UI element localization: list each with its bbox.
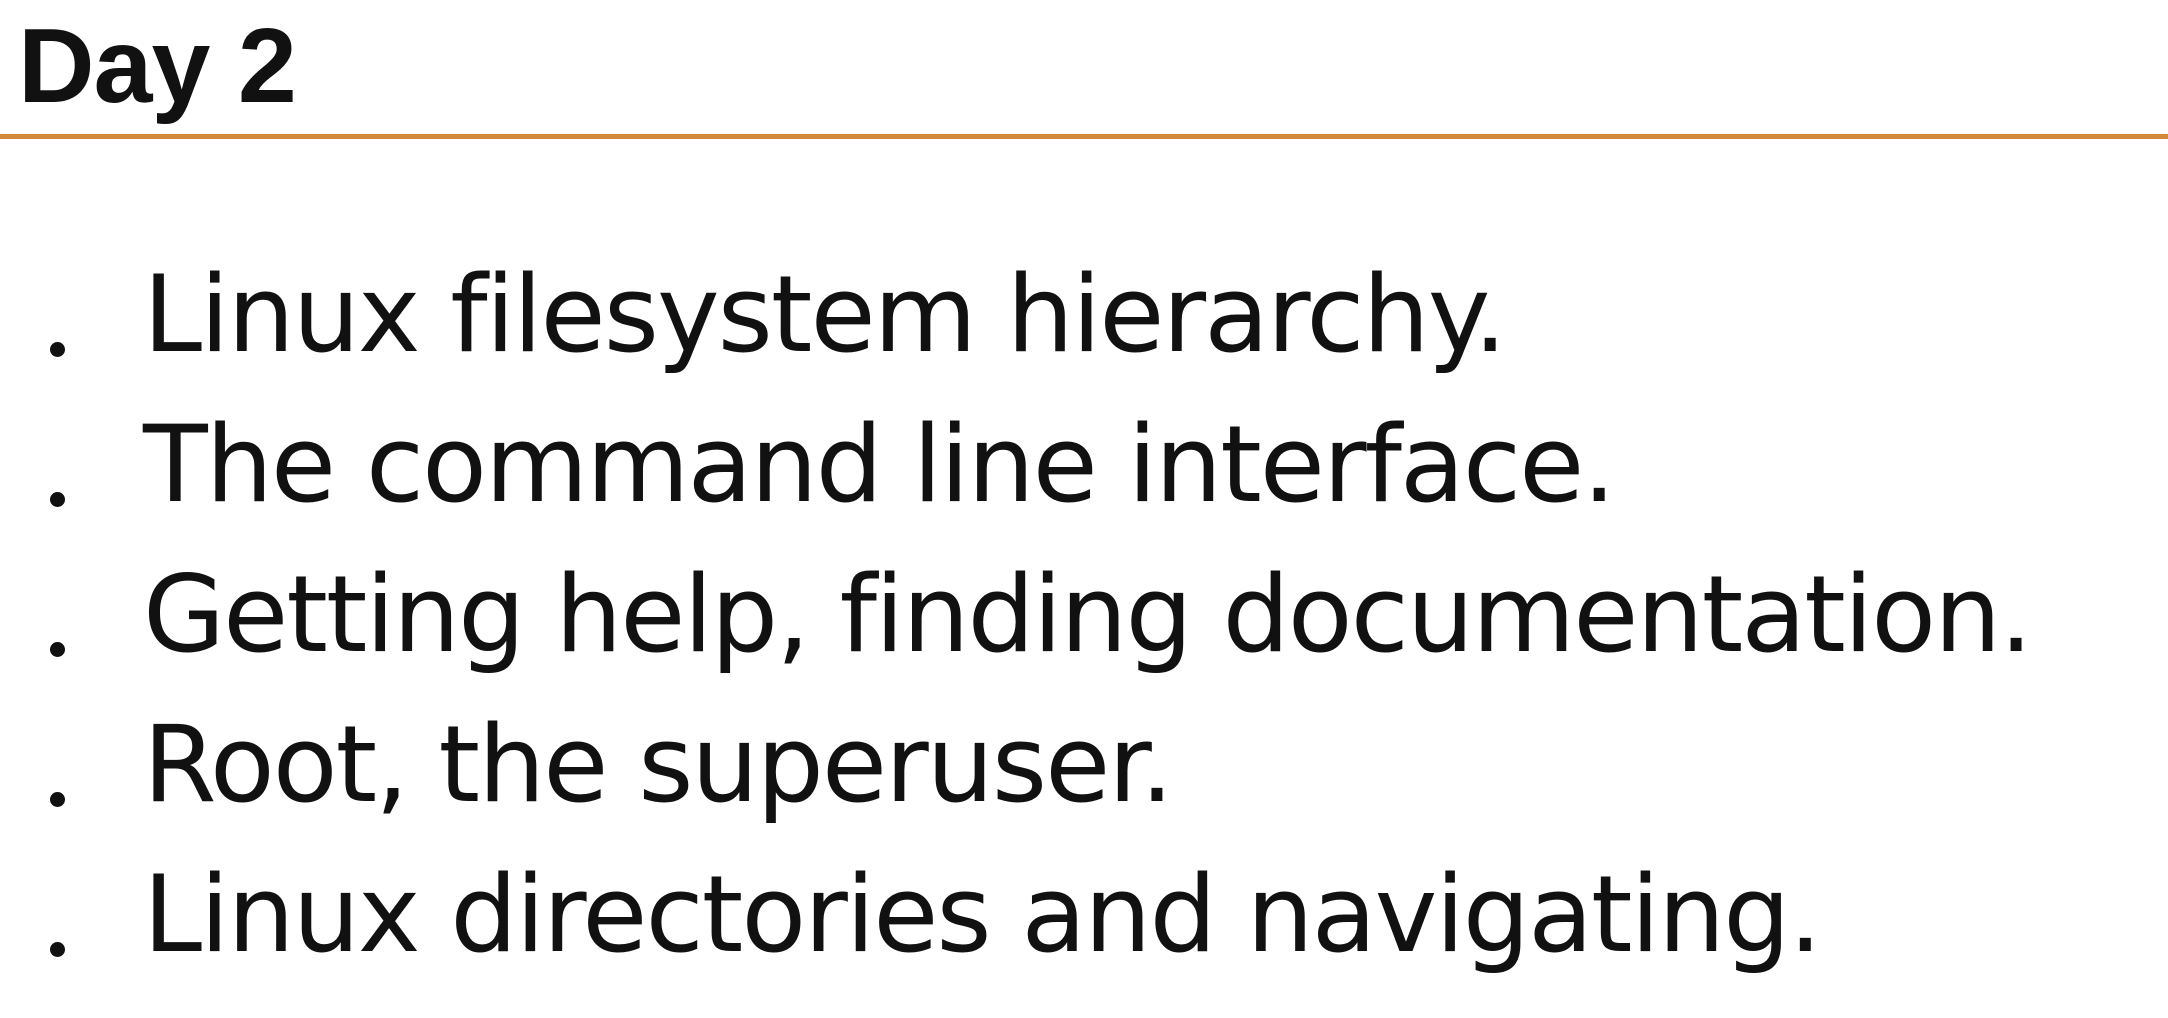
list-item <box>0 850 2168 1000</box>
bullet-text: Getting help, finding documentation. <box>143 553 2031 676</box>
list-item <box>0 550 2168 700</box>
bullet-icon <box>50 342 65 357</box>
list-item <box>0 400 2168 550</box>
bullet-text: Linux directories and navigating. <box>143 853 1821 976</box>
title-divider <box>0 134 2168 139</box>
bullet-text: Linux filesystem hierarchy. <box>143 253 1506 376</box>
slide-title: Day 2 <box>18 7 296 125</box>
bullet-icon <box>50 492 65 507</box>
bullet-list <box>0 250 2168 1000</box>
bullet-text: Root, the superuser. <box>143 703 1172 826</box>
bullet-icon <box>50 642 65 657</box>
bullet-icon <box>50 792 65 807</box>
bullet-icon <box>50 942 65 957</box>
list-item <box>0 250 2168 400</box>
list-item <box>0 700 2168 850</box>
bullet-text: The command line interface. <box>143 403 1615 526</box>
